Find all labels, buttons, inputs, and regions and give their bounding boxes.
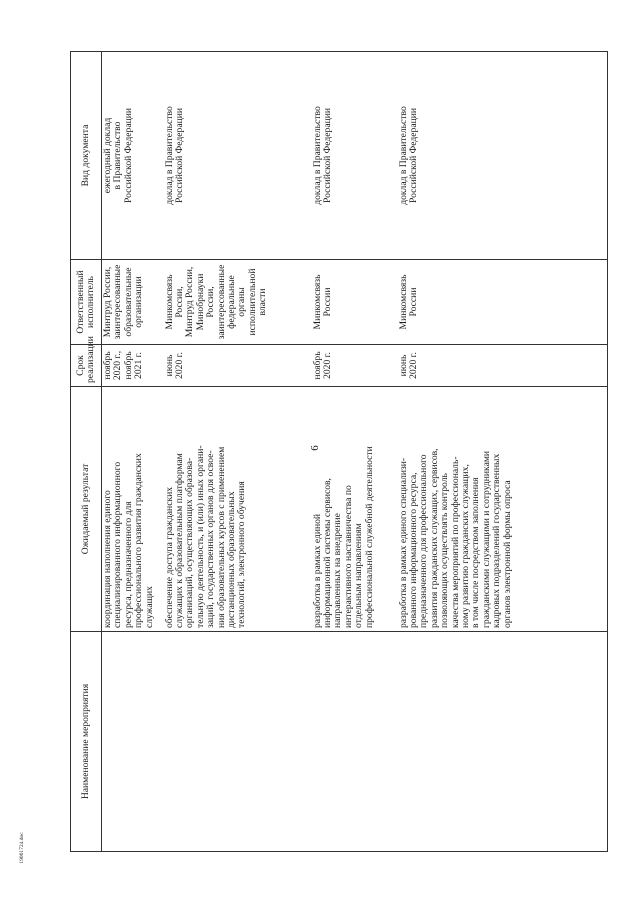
row-expected-result: разработка в рамках единого специализи- рованного информационного ресурса, предназначенного для профессионального развития гражданских служащих, сервисов, позволяющих осуществлять контроль качества мероприятий по профессиональ- ному развитию гражданских служащих, в том числе посредством заполнения гражданскими служащими и сотрудниками кадровых подразделений государственных органов электронной формы опроса [398,387,608,632]
row-measure-name [102,632,164,852]
row-executor: Минкомсвязь России, Минтруд России, Минобрнауки России, заинтересованные федеральные органы исполнительной власти [164,260,312,345]
row-term: ноябрь 2020 г., ноябрь 2021 г. [102,345,164,387]
row-term: июнь 2020 г. [398,345,608,387]
row-document-type: доклад в Правительство Российской Федерации [164,52,312,260]
row-expected-result: обеспечение доступа гражданских служащих к образовательным платформам организаций, осуществляющих образова- тельную деятельность, и (или) иных органи- заций, государственных органов для освое- ния образовательных курсов с применением дистанционных образовательных технологий, электронного обучения [164,387,312,632]
row-executor: Минкомсвязь России [398,260,608,345]
header-executor: Ответственный исполнитель [71,260,102,345]
row-document-type: доклад в Правительство Российской Федерации [398,52,608,260]
header-measure-name: Наименование мероприятия [71,632,102,852]
footer-file-id: 19061724.doc [19,832,25,864]
measures-table [70,51,608,852]
row-document-type: доклад в Правительство Российской Федерации [312,52,398,260]
table-row [398,52,608,852]
row-expected-result: разработка в рамках единой информационной системы сервисов, направленных на внедрение интерактивного наставничества по отдельным направлениям профессиональной служебной деятельности [312,387,398,632]
row-measure-name [312,632,398,852]
row-measure-name [398,632,608,852]
row-term: июнь 2020 г. [164,345,312,387]
page-number: 6 [309,445,321,451]
row-term: ноябрь 2020 г. [312,345,398,387]
header-expected-result: Ожидаемый результат [71,387,102,632]
table-row [312,52,398,852]
header-document-type: Вид документа [71,52,102,260]
row-expected-result: координация наполнения единого специализированного информационного ресурса, предназначенного для профессионального развития гражданских служащих [102,387,164,632]
table-row [164,52,312,852]
row-executor: Минтруд России, заинтересованные образовательные организации [102,260,164,345]
table-header-row [71,52,102,852]
header-term: Срок реализации [71,345,102,387]
row-document-type: ежегодный доклад в Правительство Российской Федерации [102,52,164,260]
row-executor: Минкомсвязь России [312,260,398,345]
rotated-table-container [70,52,610,852]
row-measure-name [164,632,312,852]
table-row [102,52,164,852]
